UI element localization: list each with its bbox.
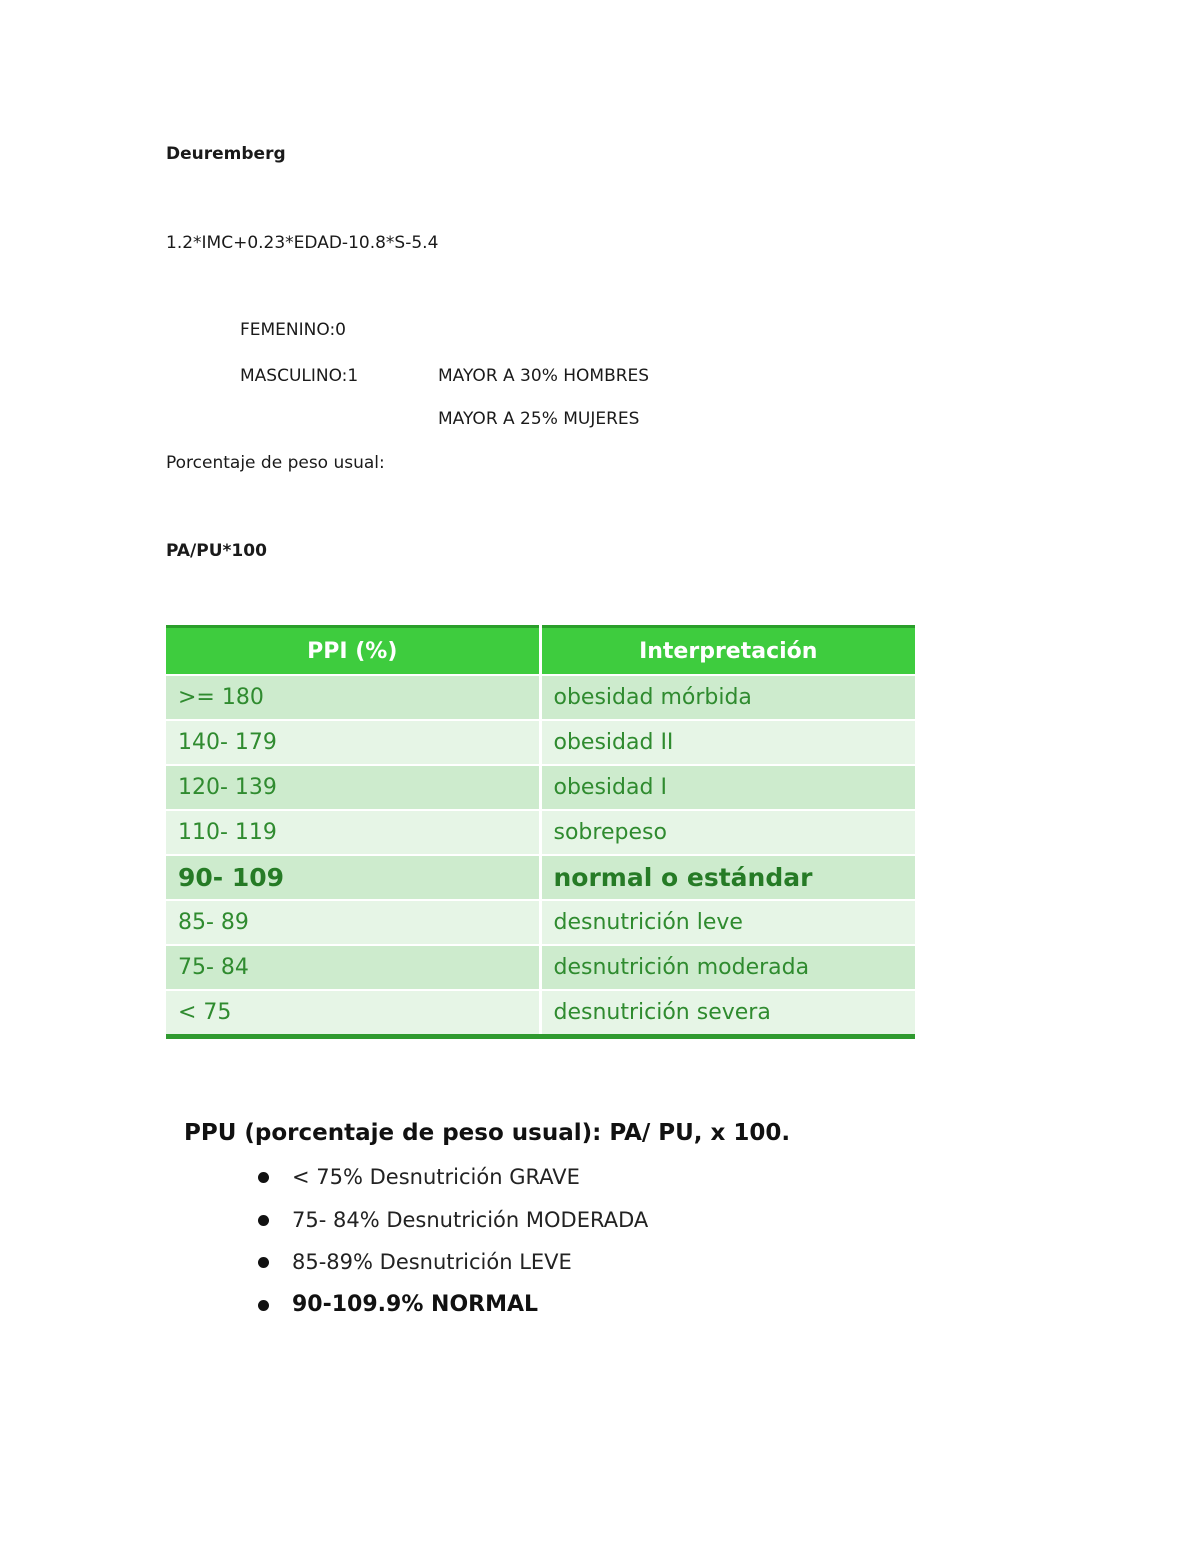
ppu-item-text: 90-109.9% NORMAL: [292, 1291, 539, 1317]
ppu-item-text: < 75% Desnutrición GRAVE: [292, 1165, 580, 1189]
section-heading: Deuremberg: [166, 144, 286, 164]
ppu-list: [254, 1160, 648, 1330]
ppi-interpretation: normal o estándar: [540, 855, 915, 900]
female-code: FEMENINO:0: [240, 320, 347, 340]
table-header-row: [166, 627, 915, 676]
list-item: [254, 1203, 648, 1246]
ppi-table: [166, 625, 915, 1039]
ppu-item-text: 75- 84% Desnutrición MODERADA: [292, 1207, 649, 1232]
men-threshold: MAYOR A 30% HOMBRES: [438, 366, 650, 386]
ppi-interpretation: obesidad mórbida: [540, 675, 915, 720]
list-item: [254, 1245, 648, 1288]
bullet-icon: [258, 1257, 269, 1268]
ppi-interpretation: desnutrición moderada: [540, 945, 915, 990]
ppu-title: PPU (porcentaje de peso usual): PA/ PU, x 100.: [184, 1120, 791, 1146]
male-code: MASCULINO:1: [240, 366, 359, 386]
deurenberg-formula: 1.2*IMC+0.23*EDAD-10.8*S-5.4: [166, 233, 439, 253]
table-row: [166, 945, 915, 990]
table-row: [166, 720, 915, 765]
ppi-range: 110- 119: [166, 810, 540, 855]
usual-weight-label: Porcentaje de peso usual:: [166, 453, 385, 473]
header-interpretation: Interpretación: [540, 627, 915, 676]
table-row: [166, 990, 915, 1037]
ppi-interpretation: desnutrición leve: [540, 900, 915, 945]
ppi-interpretation: obesidad II: [540, 720, 915, 765]
ppi-range: >= 180: [166, 675, 540, 720]
list-item: [254, 1160, 648, 1203]
ppi-interpretation: obesidad I: [540, 765, 915, 810]
bullet-icon: [258, 1215, 269, 1226]
usual-weight-formula: PA/PU*100: [166, 541, 267, 561]
table-row: [166, 810, 915, 855]
bullet-icon: [258, 1172, 269, 1183]
ppi-range: 120- 139: [166, 765, 540, 810]
ppu-item-text: 85-89% Desnutrición LEVE: [292, 1250, 572, 1274]
table-row: [166, 900, 915, 945]
ppi-interpretation: desnutrición severa: [540, 990, 915, 1037]
table-row: [166, 675, 915, 720]
ppi-range: < 75: [166, 990, 540, 1037]
ppi-range: 85- 89: [166, 900, 540, 945]
table-row: [166, 765, 915, 810]
list-item: [254, 1288, 648, 1331]
table-row-highlighted: [166, 855, 915, 900]
ppi-range: 140- 179: [166, 720, 540, 765]
header-ppi: PPI (%): [166, 627, 540, 676]
ppi-range: 75- 84: [166, 945, 540, 990]
women-threshold: MAYOR A 25% MUJERES: [438, 409, 640, 429]
bullet-icon: [258, 1300, 269, 1311]
ppi-range: 90- 109: [166, 855, 540, 900]
ppi-interpretation: sobrepeso: [540, 810, 915, 855]
